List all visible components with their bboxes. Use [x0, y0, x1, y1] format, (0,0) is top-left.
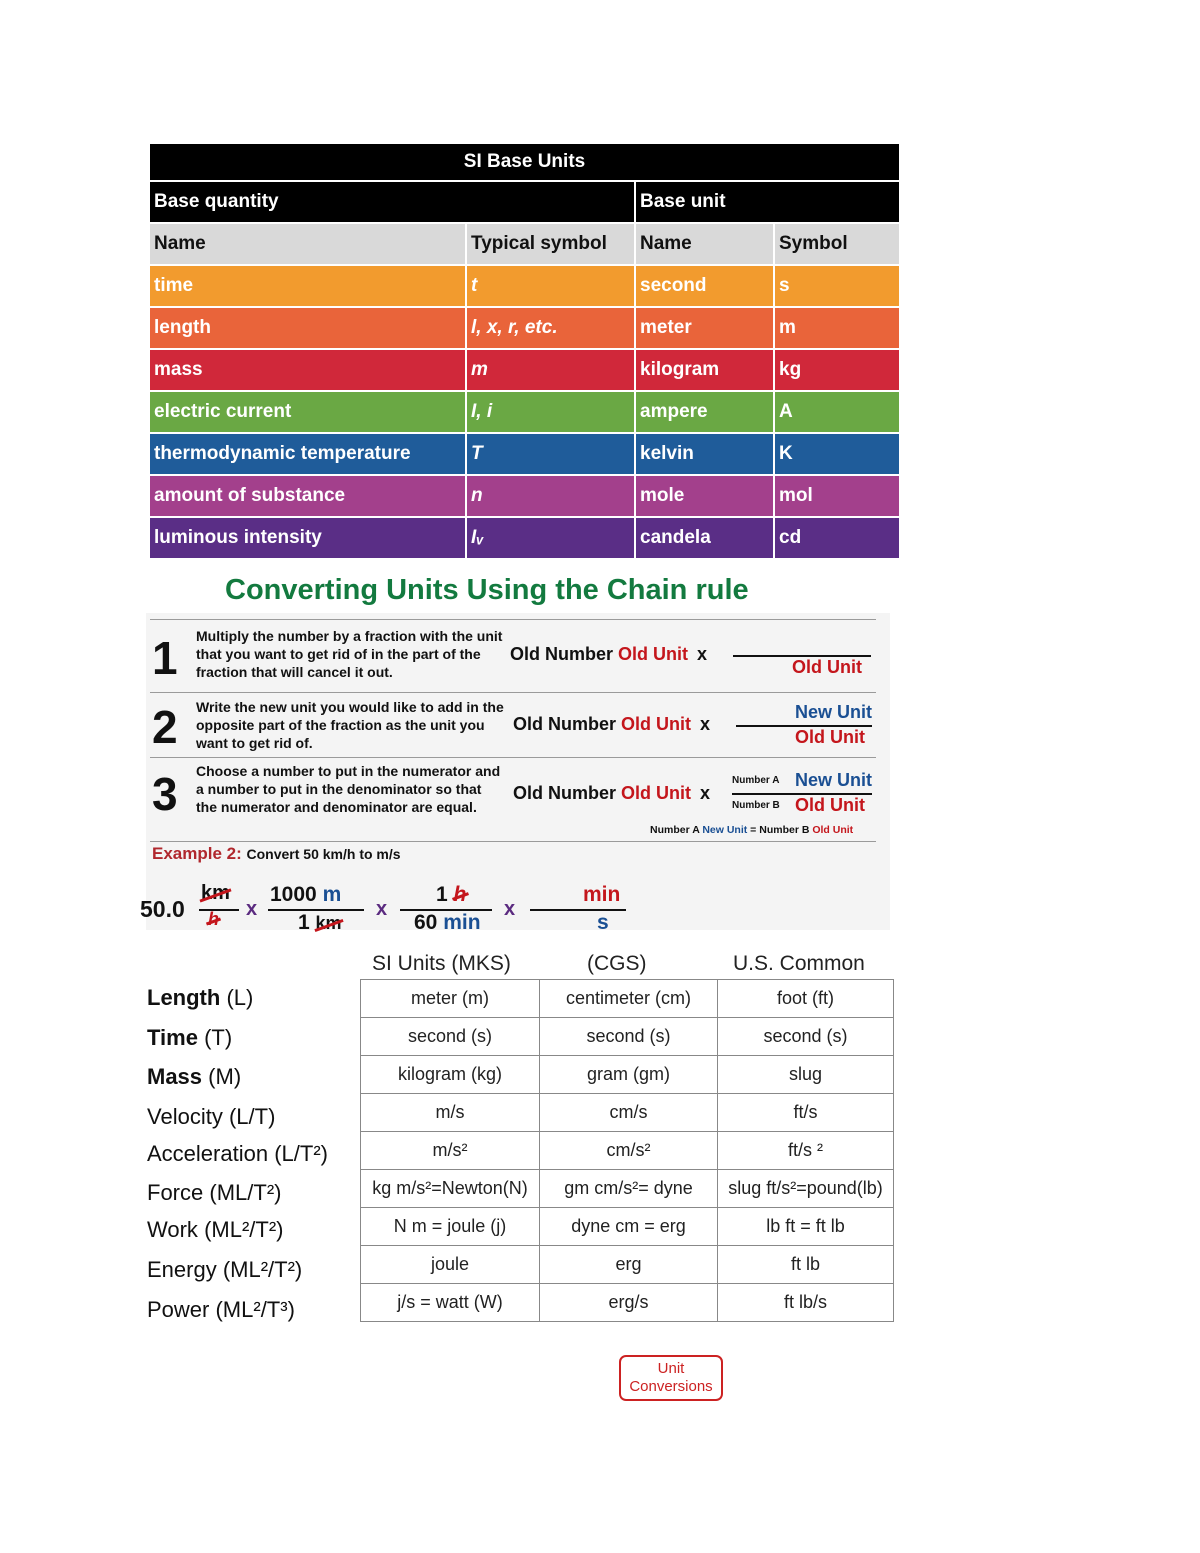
si-base-units-table — [150, 144, 899, 558]
table-row — [361, 1246, 894, 1284]
header-cgs: (CGS) — [587, 952, 647, 975]
button-label-line1: Unit — [657, 1360, 685, 1377]
us-unit-cell: ft lb — [718, 1246, 894, 1284]
cgs-unit-cell: second (s) — [540, 1018, 718, 1056]
step-3-expression — [513, 783, 710, 804]
frac1-numerator: 1000 m — [270, 883, 342, 906]
example-description: Convert 50 km/h to m/s — [246, 846, 401, 862]
cgs-unit-cell: centimeter (cm) — [540, 980, 718, 1018]
dimension-formula: (T) — [204, 1025, 233, 1050]
table-row — [361, 980, 894, 1018]
divider — [150, 757, 876, 758]
quantity-name: Time — [147, 1025, 198, 1050]
chain-rule-panel — [140, 613, 890, 934]
us-unit-cell: foot (ft) — [718, 980, 894, 1018]
dimension-formula: (ML²/T²) — [204, 1217, 284, 1242]
quantity-name: Energy — [147, 1257, 217, 1282]
step-1-number: 1 — [152, 632, 178, 684]
si-unit-cell: kilogram (kg) — [361, 1056, 540, 1094]
si-unit-cell: joule — [361, 1246, 540, 1284]
dimension-formula: (ML²/T³) — [215, 1297, 295, 1322]
unit-name: kilogram — [634, 350, 773, 390]
unit-conversions-button[interactable] — [619, 1355, 723, 1401]
example-start-value: 50.0 — [140, 896, 185, 922]
quantity-name: time — [150, 266, 465, 306]
dimension-formula: (L/T²) — [274, 1141, 328, 1166]
quantity-label — [147, 1064, 241, 1090]
quantity-label — [147, 1180, 281, 1206]
typical-symbol: m — [465, 350, 634, 390]
quantity-name: Mass — [147, 1064, 203, 1089]
step-2-text: Write the new unit you would like to add in the opposite part of the fraction as the unit you want to get rid of. — [196, 699, 504, 751]
frac3-denominator: s — [597, 911, 609, 934]
table-row — [361, 1132, 894, 1170]
cgs-unit-cell: cm/s² — [540, 1132, 718, 1170]
col-header-unit-name: Name — [634, 224, 773, 264]
si-unit-cell: second (s) — [361, 1018, 540, 1056]
typical-symbol: t — [465, 266, 634, 306]
table-row — [361, 1056, 894, 1094]
dimension-formula: (M) — [208, 1064, 242, 1089]
step-2-denominator: Old Unit — [795, 727, 865, 747]
table-row — [361, 1208, 894, 1246]
si-unit-cell: j/s = watt (W) — [361, 1284, 540, 1322]
table-row — [361, 1018, 894, 1056]
old-number-text: Old Number — [513, 783, 617, 803]
step-3-number: 3 — [152, 768, 178, 820]
si-table-row — [150, 390, 899, 432]
step-3-denominator: Old Unit — [795, 795, 865, 815]
frac2-numerator: 1 h — [436, 883, 467, 906]
frac1-denominator: 1 km — [298, 911, 342, 934]
quantity-label — [147, 1141, 328, 1167]
typical-symbol: n — [465, 476, 634, 516]
unit-name: meter — [634, 308, 773, 348]
si-table-row — [150, 264, 899, 306]
quantity-label — [147, 1257, 302, 1283]
cgs-unit-cell: erg/s — [540, 1284, 718, 1322]
dimension-formula: (ML²/T²) — [222, 1257, 303, 1282]
example-title: Example 2: — [152, 844, 242, 863]
unit-name: mole — [634, 476, 773, 516]
old-unit-text: Old Unit — [621, 714, 692, 734]
quantity-label — [147, 1104, 275, 1130]
us-unit-cell: lb ft = ft lb — [718, 1208, 894, 1246]
times-sign: x — [700, 783, 711, 803]
quantity-name: luminous intensity — [150, 518, 465, 558]
quantity-name: Acceleration — [147, 1141, 269, 1166]
us-unit-cell: ft lb/s — [718, 1284, 894, 1322]
fraction-bar — [199, 909, 239, 911]
divider — [150, 841, 876, 842]
old-unit-text: Old Unit — [621, 783, 692, 803]
typical-symbol: Iᵥ — [465, 518, 634, 558]
us-unit-cell: slug ft/s²=pound(lb) — [718, 1170, 894, 1208]
quantity-name: Length — [147, 985, 221, 1010]
quantity-name: Work — [147, 1217, 198, 1242]
quantity-name: thermodynamic temperature — [150, 434, 465, 474]
unit-symbol: A — [773, 392, 899, 432]
frac2-denominator: 60 min — [414, 911, 481, 934]
unit-symbol: s — [773, 266, 899, 306]
step-3-text: Choose a number to put in the numerator and a number to put in the denominator so that the numerator and denominator are equal. — [196, 763, 501, 815]
si-unit-cell: meter (m) — [361, 980, 540, 1018]
dimension-formula: (ML/T²) — [209, 1180, 282, 1205]
step-1-expression — [510, 644, 707, 665]
quantity-name: Velocity — [147, 1104, 223, 1129]
unit-symbol: cd — [773, 518, 899, 558]
cgs-unit-cell: erg — [540, 1246, 718, 1284]
chain-rule-title: Converting Units Using the Chain rule — [225, 574, 749, 606]
base-unit-header: Base unit — [634, 182, 899, 222]
step-1-text: Multiply the number by a fraction with the unit that you want to get rid of in the part of the fraction that will cancel it out. — [196, 628, 503, 680]
table-row — [361, 1094, 894, 1132]
cgs-unit-cell: gram (gm) — [540, 1056, 718, 1094]
table-row — [361, 1284, 894, 1322]
typical-symbol: I, i — [465, 392, 634, 432]
old-number-text: Old Number — [513, 714, 617, 734]
times-sign: x — [246, 898, 258, 920]
col-header-name: Name — [150, 224, 465, 264]
si-unit-cell: m/s — [361, 1094, 540, 1132]
example-start-unit-den: h — [208, 909, 219, 929]
dimension-formula: (L/T) — [228, 1104, 276, 1129]
quantity-name: length — [150, 308, 465, 348]
step-3-numerator: New Unit — [795, 770, 873, 790]
quantity-name: Force — [147, 1180, 204, 1205]
col-header-unit-symbol: Symbol — [773, 224, 899, 264]
quantity-name: Power — [147, 1297, 210, 1322]
eq-number-a: Number A — [650, 824, 700, 836]
units-comparison-table — [360, 979, 894, 1322]
unit-symbol: mol — [773, 476, 899, 516]
equality-note — [650, 824, 853, 836]
table-row — [361, 1170, 894, 1208]
eq-old-unit: Old Unit — [812, 824, 854, 836]
si-table-row — [150, 474, 899, 516]
unit-name: second — [634, 266, 773, 306]
quantity-label — [147, 1217, 283, 1243]
unit-symbol: m — [773, 308, 899, 348]
us-unit-cell: second (s) — [718, 1018, 894, 1056]
eq-number-b: Number B — [759, 824, 810, 836]
unit-symbol: K — [773, 434, 899, 474]
header-us-common: U.S. Common — [733, 952, 865, 975]
typical-symbol: l, x, r, etc. — [465, 308, 634, 348]
old-number-text: Old Number — [510, 644, 614, 664]
unit-name: candela — [634, 518, 773, 558]
si-table-row — [150, 516, 899, 558]
quantity-name: amount of substance — [150, 476, 465, 516]
divider — [150, 619, 876, 620]
si-table-title: SI Base Units — [150, 144, 899, 180]
number-b-label: Number B — [732, 800, 780, 811]
step-2-number: 2 — [152, 701, 178, 753]
divider — [150, 692, 876, 693]
eq-sign: = — [750, 824, 757, 836]
eq-new-unit: New Unit — [702, 824, 748, 836]
col-header-typical-symbol: Typical symbol — [465, 224, 634, 264]
si-table-row — [150, 432, 899, 474]
button-label-line2: Conversions — [629, 1378, 713, 1395]
quantity-name: mass — [150, 350, 465, 390]
old-unit-text: Old Unit — [618, 644, 689, 664]
example-label — [152, 844, 401, 864]
times-sign: x — [504, 898, 516, 920]
typical-symbol: T — [465, 434, 634, 474]
dimension-formula: (L) — [226, 985, 254, 1010]
header-si-units: SI Units (MKS) — [372, 952, 511, 975]
step-1-denominator: Old Unit — [792, 657, 862, 677]
si-table-row — [150, 348, 899, 390]
si-unit-cell: m/s² — [361, 1132, 540, 1170]
quantity-name: electric current — [150, 392, 465, 432]
unit-name: ampere — [634, 392, 773, 432]
cgs-unit-cell: gm cm/s²= dyne — [540, 1170, 718, 1208]
quantity-label — [147, 985, 253, 1011]
us-unit-cell: slug — [718, 1056, 894, 1094]
unit-symbol: kg — [773, 350, 899, 390]
si-table-row — [150, 306, 899, 348]
cgs-unit-cell: dyne cm = erg — [540, 1208, 718, 1246]
si-unit-cell: kg m/s²=Newton(N) — [361, 1170, 540, 1208]
cgs-unit-cell: cm/s — [540, 1094, 718, 1132]
times-sign: x — [697, 644, 708, 664]
times-sign: x — [376, 898, 388, 920]
step-2-expression — [513, 714, 710, 735]
number-a-label: Number A — [732, 775, 780, 786]
example-start-unit-num: km — [201, 882, 230, 904]
step-2-numerator: New Unit — [795, 702, 873, 722]
times-sign: x — [700, 714, 711, 734]
base-quantity-header: Base quantity — [150, 182, 634, 222]
quantity-label — [147, 1025, 232, 1051]
fraction-bar — [530, 909, 626, 911]
si-unit-cell: N m = joule (j) — [361, 1208, 540, 1246]
frac3-numerator: min — [583, 883, 621, 906]
unit-name: kelvin — [634, 434, 773, 474]
us-unit-cell: ft/s — [718, 1094, 894, 1132]
quantity-label — [147, 1297, 295, 1323]
us-unit-cell: ft/s ² — [718, 1132, 894, 1170]
